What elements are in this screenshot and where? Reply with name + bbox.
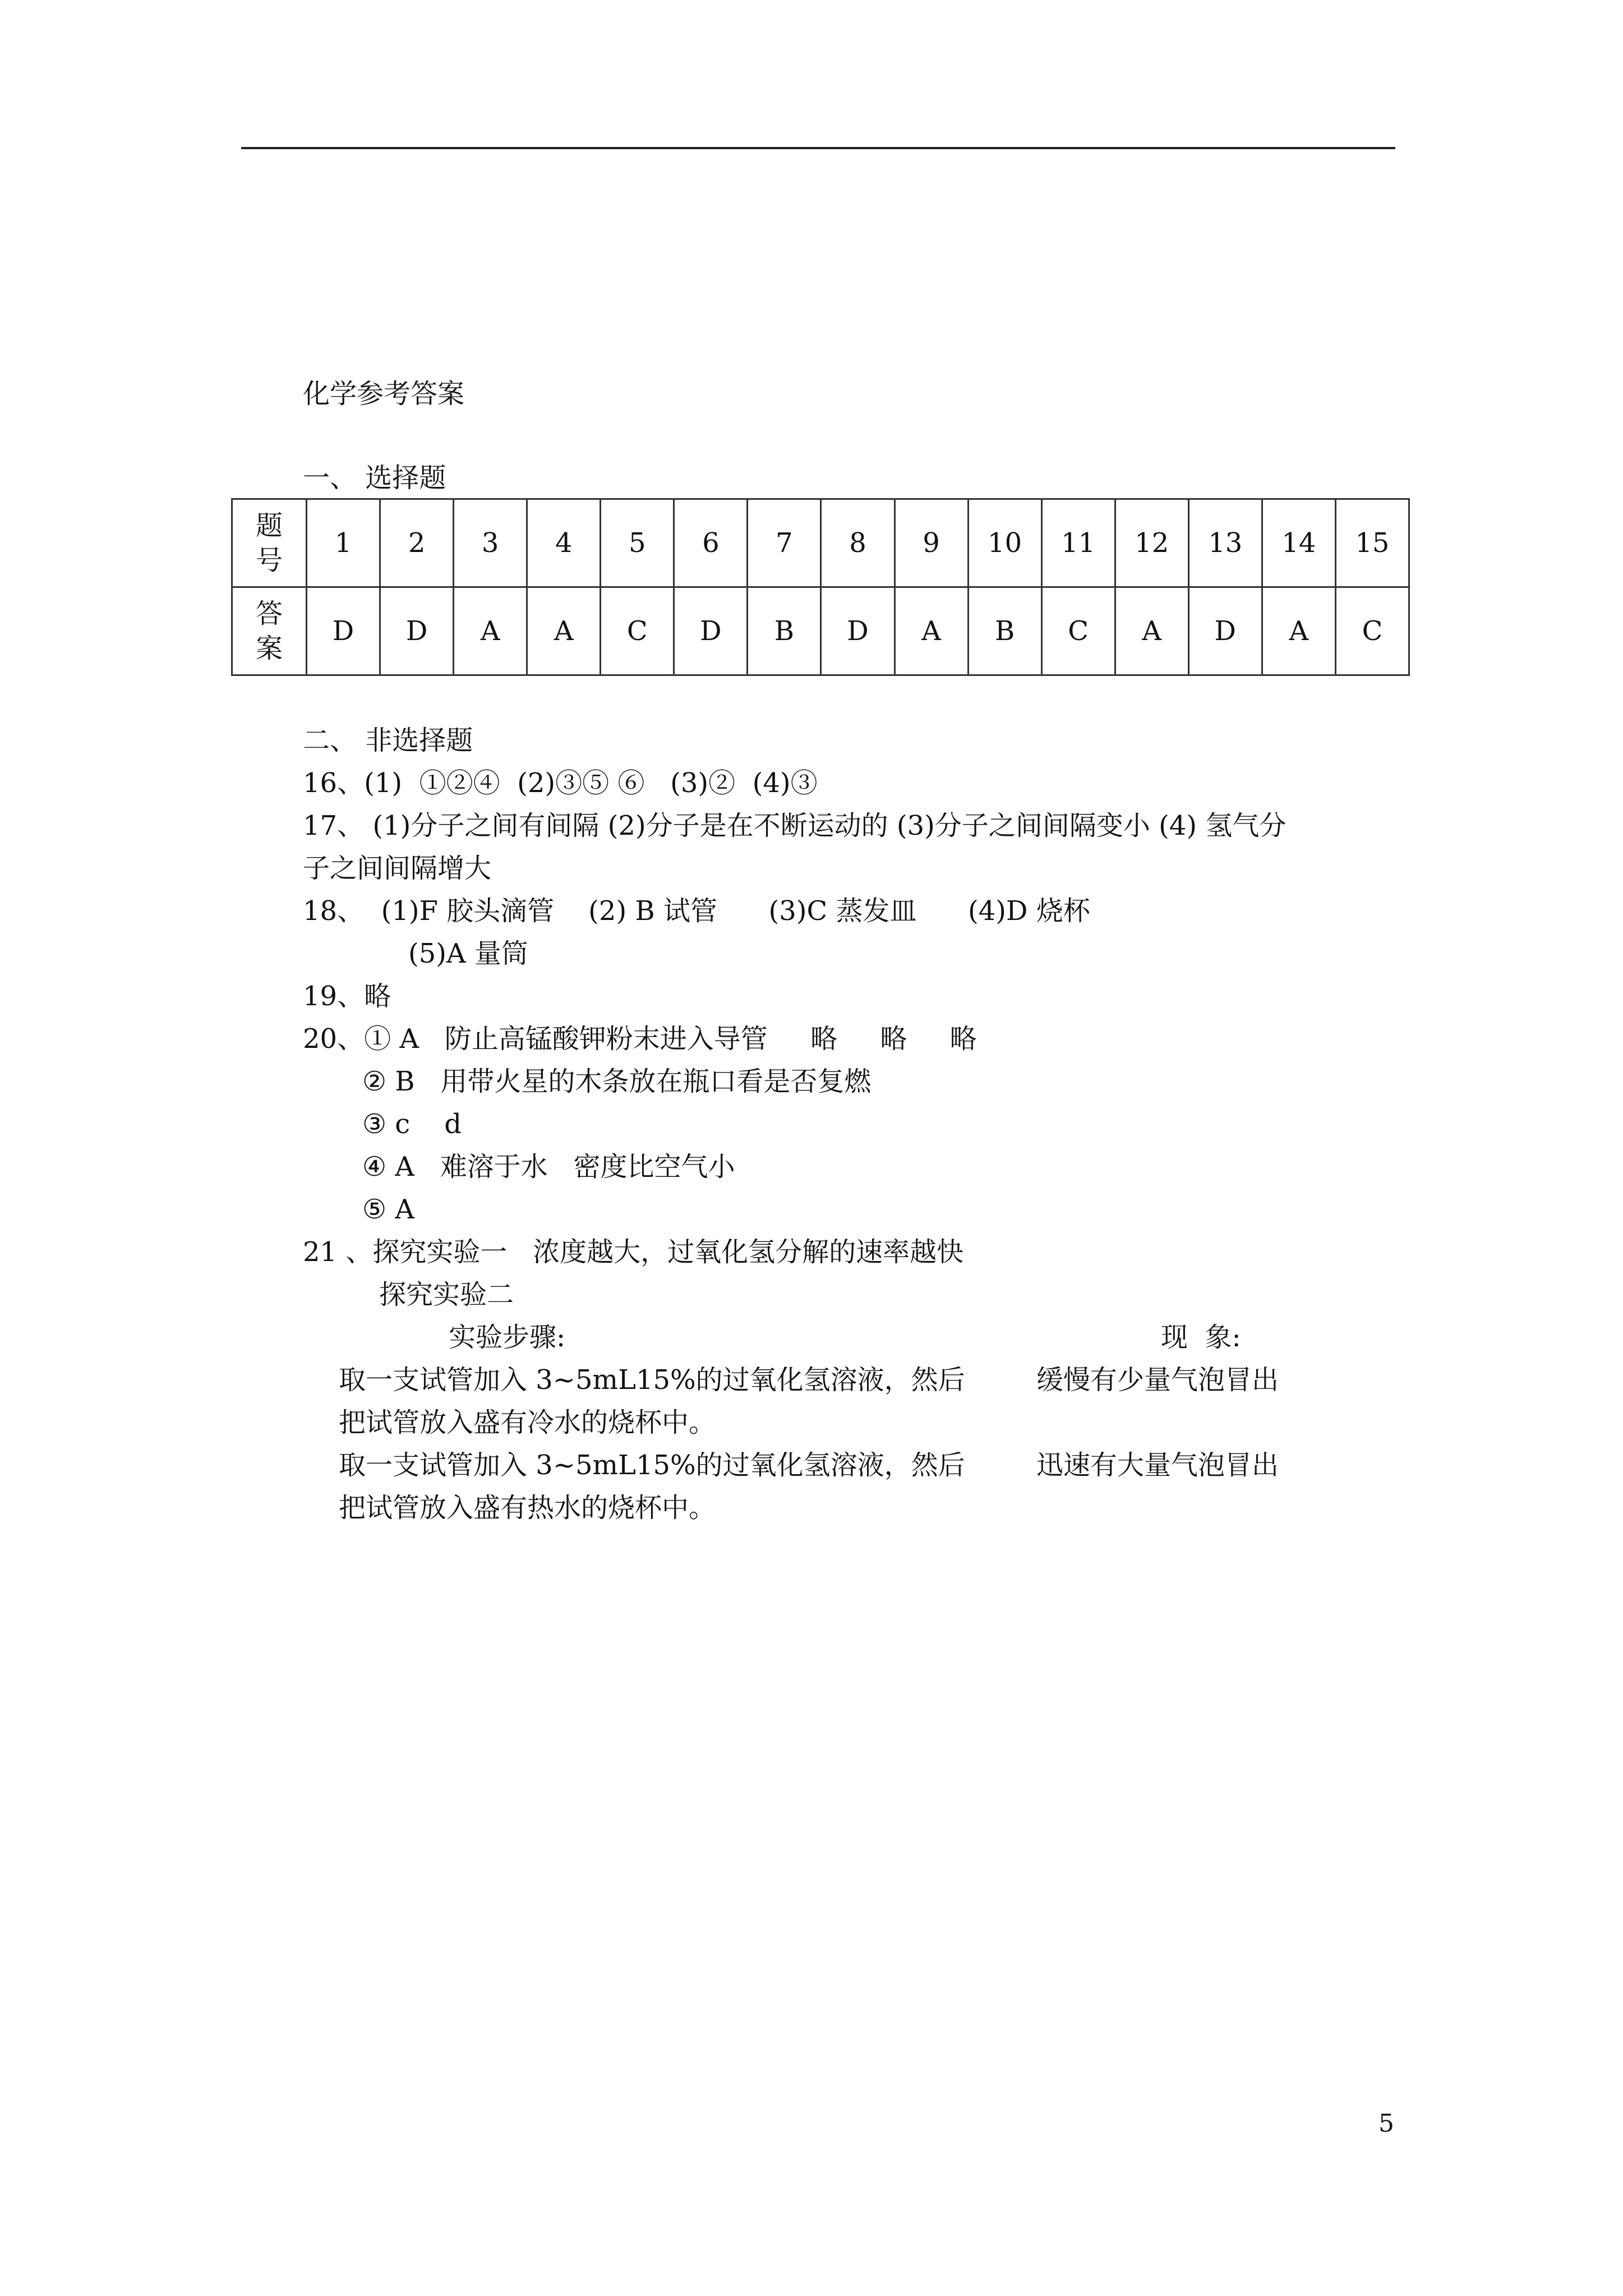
answer-cell: D [307, 587, 380, 675]
answer-18-line2: (5)A 量筒 [408, 938, 528, 969]
number-cell: 7 [748, 499, 821, 587]
answer-18-line1: 18、 (1)F 胶头滴管 (2) B 试管 (3)C 蒸发皿 (4)D 烧杯 [303, 895, 1090, 927]
answer-20-line3: ③ c d [362, 1108, 462, 1140]
answer-cell: A [1262, 587, 1335, 675]
phenomenon-1: 缓慢有少量气泡冒出 [1036, 1364, 1279, 1396]
number-cell: 15 [1335, 499, 1409, 587]
number-cell: 3 [454, 499, 527, 587]
row-header-number: 题 号 [232, 499, 307, 587]
answer-20-line1: 20、① A 防止高锰酸钾粉末进入导管 略 略 略 [303, 1023, 977, 1055]
number-cell: 8 [821, 499, 895, 587]
answer-cell: B [748, 587, 821, 675]
section-choice-heading: 一、 选择题 [303, 462, 446, 494]
header-rule [241, 147, 1395, 149]
phenomenon-2: 迅速有大量气泡冒出 [1036, 1450, 1279, 1481]
number-cell: 4 [527, 499, 601, 587]
answer-cell: A [454, 587, 527, 675]
number-cell: 12 [1115, 499, 1188, 587]
answer-table [231, 498, 1410, 676]
answer-cell: C [601, 587, 674, 675]
answer-19: 19、略 [303, 981, 391, 1012]
answer-cell: C [1335, 587, 1409, 675]
answer-17-line2: 子之间间隔增大 [303, 853, 492, 884]
step1-line2: 把试管放入盛有冷水的烧杯中。 [339, 1407, 716, 1438]
answer-cell: D [821, 587, 895, 675]
row-header-answer: 答 案 [232, 587, 307, 675]
number-cell: 9 [895, 499, 968, 587]
number-cell: 2 [380, 499, 454, 587]
number-cell: 11 [1041, 499, 1115, 587]
steps-header: 实验步骤: [449, 1322, 566, 1353]
phenomenon-header: 现 象: [1161, 1322, 1241, 1353]
table-row-answers [232, 587, 1409, 675]
page-title: 化学参考答案 [303, 378, 465, 409]
answer-cell: B [968, 587, 1041, 675]
answer-cell: C [1041, 587, 1115, 675]
number-cell: 14 [1262, 499, 1335, 587]
answer-20-line5: ⑤ A [362, 1194, 414, 1225]
answer-cell: D [674, 587, 748, 675]
number-cell: 5 [601, 499, 674, 587]
answer-21-line1: 21 、探究实验一 浓度越大，过氧化氢分解的速率越快 [303, 1236, 964, 1268]
step2-line1: 取一支试管加入 3~5mL15%的过氧化氢溶液，然后 [339, 1450, 965, 1481]
page-number: 5 [1378, 2109, 1394, 2138]
number-cell: 6 [674, 499, 748, 587]
answer-cell: D [380, 587, 454, 675]
answer-17-line1: 17、 (1)分子之间有间隔 (2)分子是在不断运动的 (3)分子之间间隔变小 (4) 氢气分 [303, 810, 1287, 841]
table-row-numbers [232, 499, 1409, 587]
step2-line2: 把试管放入盛有热水的烧杯中。 [339, 1492, 716, 1524]
answer-cell: D [1188, 587, 1262, 675]
step1-line1: 取一支试管加入 3~5mL15%的过氧化氢溶液，然后 [339, 1364, 965, 1396]
number-cell: 1 [307, 499, 380, 587]
answer-cell: A [527, 587, 601, 675]
answer-21-line2: 探究实验二 [379, 1279, 514, 1310]
answer-20-line2: ② B 用带火星的木条放在瓶口看是否复燃 [362, 1066, 872, 1097]
answer-20-line4: ④ A 难溶于水 密度比空气小 [362, 1151, 735, 1182]
answer-16: 16、(1) ①②④ (2)③⑤ ⑥ (3)② (4)③ [303, 767, 818, 799]
section-nonchoice-heading: 二、 非选择题 [303, 725, 473, 756]
number-cell: 13 [1188, 499, 1262, 587]
answer-cell: A [1115, 587, 1188, 675]
answer-cell: A [895, 587, 968, 675]
number-cell: 10 [968, 499, 1041, 587]
